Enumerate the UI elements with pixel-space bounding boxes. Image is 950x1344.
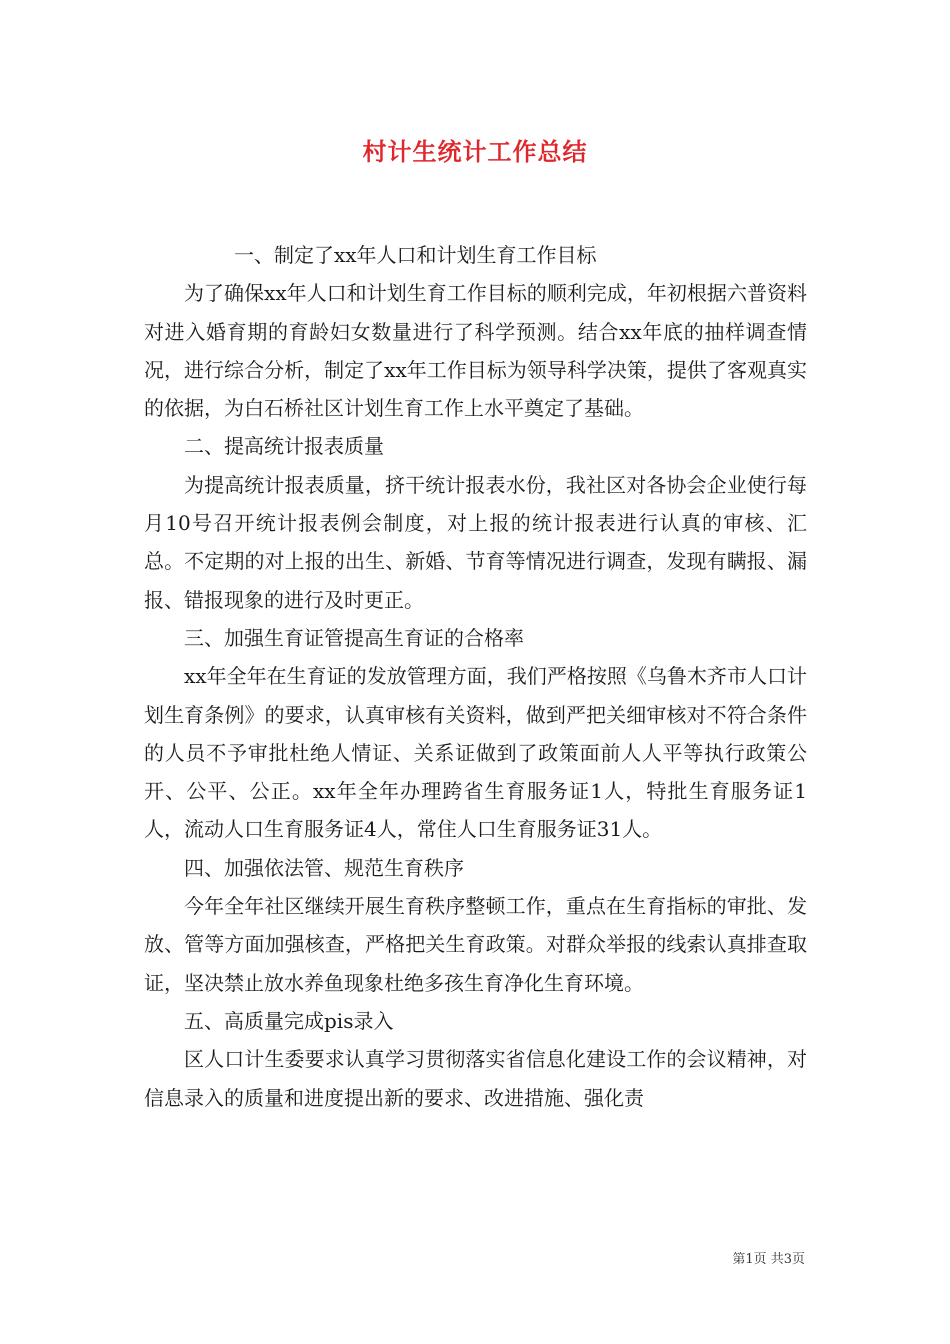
- document-body: [144, 236, 807, 1117]
- section-heading-4: 四、加强依法管、规范生育秩序: [184, 855, 464, 880]
- page-number: 第1页 共3页: [732, 1252, 805, 1267]
- section-heading-5: 五、高质量完成pis录入: [184, 1008, 394, 1033]
- document-title: 村计生统计工作总结: [362, 137, 588, 166]
- section-body-5: 区人口计生委要求认真学习贯彻落实省信息化建设工作的会议精神，对信息录入的质量和进度提出新的要求、改进措施、强化责: [144, 1047, 807, 1110]
- section-heading-1: 一、制定了xx年人口和计划生育工作目标: [234, 243, 597, 267]
- section-heading-2: 二、提高统计报表质量: [184, 434, 384, 459]
- section-body-4: 今年全年社区继续开展生育秩序整顿工作，重点在生育指标的审批、发放、管等方面加强核查，严格把关生育政策。对群众举报的线索认真排查取证，坚决禁止放水养鱼现象杜绝多孩生育净化生育环境。: [144, 894, 807, 995]
- section-body-2: 为提高统计报表质量，挤干统计报表水份，我社区对各协会企业使行每月10号召开统计报表例会制度，对上报的统计报表进行认真的审核、汇总。不定期的对上报的出生、新婚、节育等情况进行调查，发现有瞒报、漏报、错报现象的进行及时更正。: [144, 472, 807, 612]
- section-body-1: 为了确保xx年人口和计划生育工作目标的顺利完成，年初根据六普资料对进入婚育期的育龄妇女数量进行了科学预测。结合xx年底的抽样调查情况，进行综合分析，制定了xx年工作目标为领导科学决策，提供了客观真实的依据，为白石桥社区计划生育工作上水平奠定了基础。: [144, 281, 807, 421]
- section-body-3: xx年全年在生育证的发放管理方面，我们严格按照《乌鲁木齐市人口计划生育条例》的要求，认真审核有关资料，做到严把关细审核对不符合条件的人员不予审批杜绝人情证、关系证做到了政策面前人人平等执行政策公开、公平、公正。xx年全年办理跨省生育服务证1人，特批生育服务证1人，流动人口生育服务证4人，常住人口生育服务证31人。: [144, 664, 807, 842]
- section-heading-3: 三、加强生育证管提高生育证的合格率: [184, 625, 524, 650]
